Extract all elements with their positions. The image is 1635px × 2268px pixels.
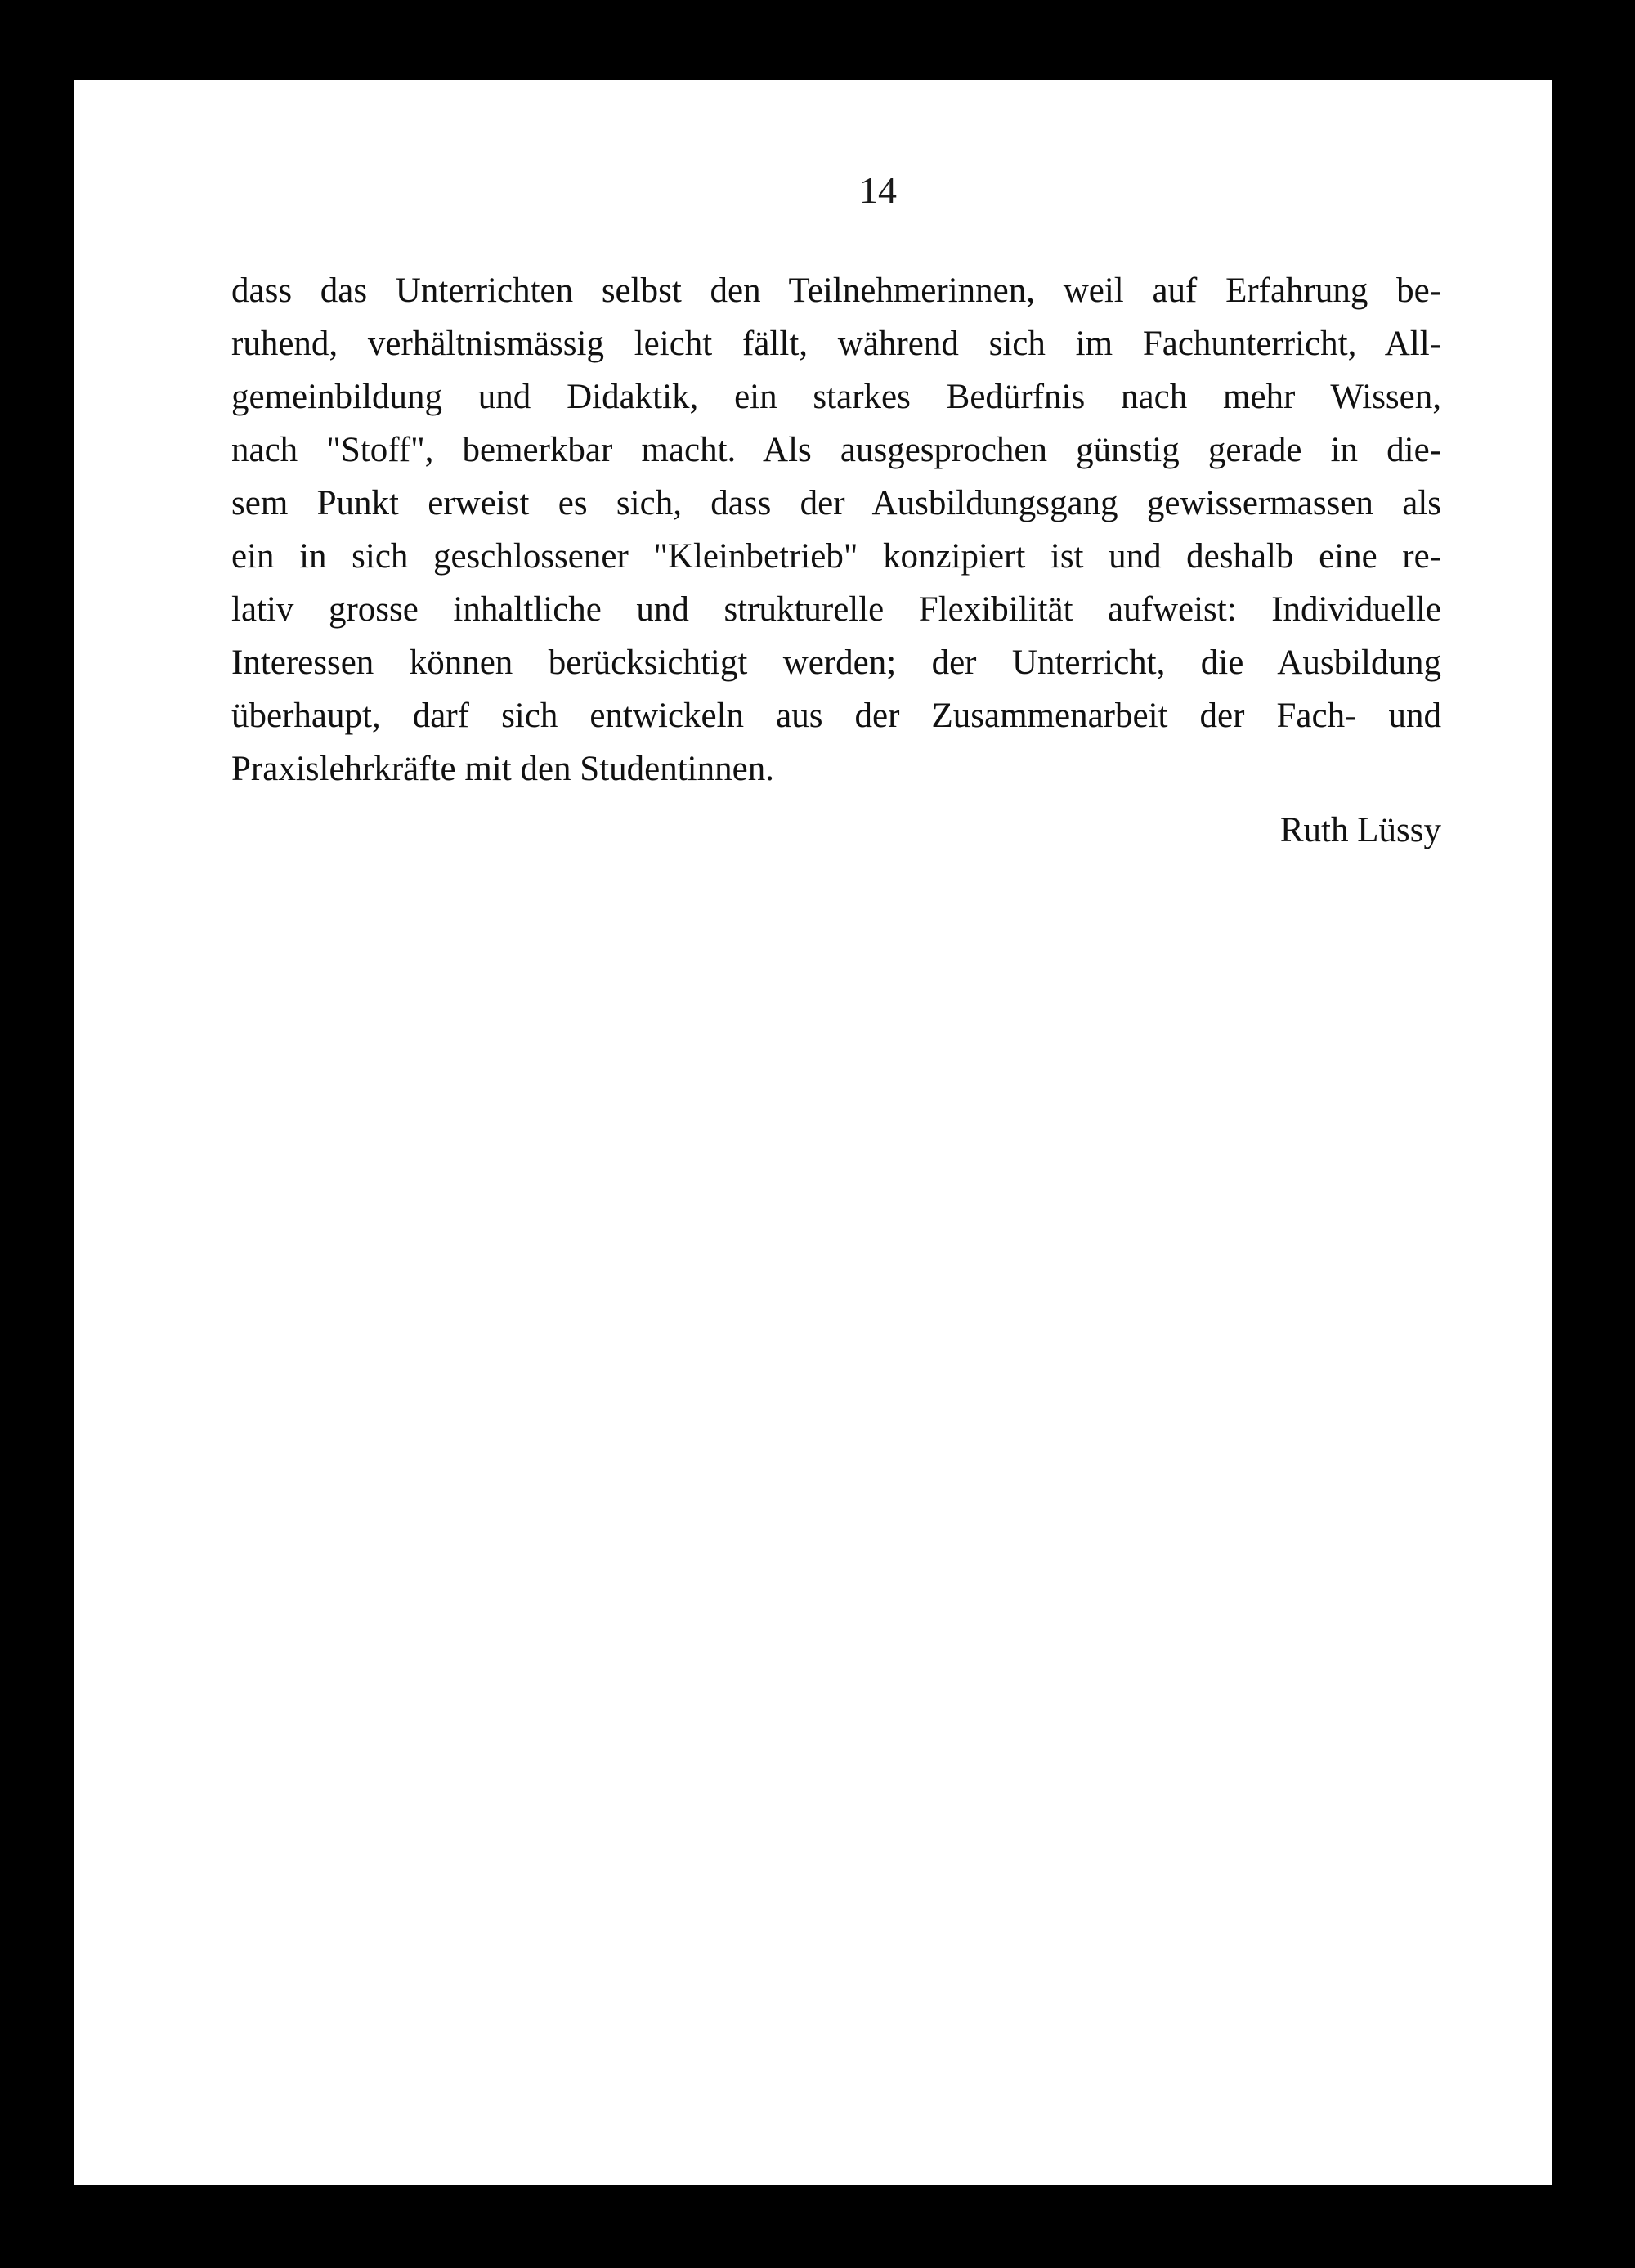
page-number: 14 xyxy=(859,169,897,211)
body-paragraph xyxy=(231,264,1441,796)
text-line: Interessen können berücksichtigt werden; der Unterricht, die Ausbildung xyxy=(231,643,1441,682)
text-line: dass das Unterrichten selbst den Teilnehmerinnen, weil auf Erfahrung be- xyxy=(231,271,1441,310)
text-line: nach "Stoff", bemerkbar macht. Als ausgesprochen günstig gerade in die- xyxy=(231,431,1441,469)
text-line: überhaupt, darf sich entwickeln aus der Zusammenarbeit der Fach- und xyxy=(231,697,1441,735)
text-line: Praxislehrkräfte mit den Studentinnen. xyxy=(231,750,774,788)
text-line: ruhend, verhältnismässig leicht fällt, während sich im Fachunterricht, All- xyxy=(231,325,1441,363)
author-signature: Ruth Lüssy xyxy=(1279,811,1441,849)
text-line: ein in sich geschlossener "Kleinbetrieb" konzipiert ist und deshalb eine re- xyxy=(231,537,1441,576)
document-page xyxy=(74,80,1552,2185)
text-line: gemeinbildung und Didaktik, ein starkes Bedürfnis nach mehr Wissen, xyxy=(231,378,1441,416)
text-line: lativ grosse inhaltliche und strukturelle Flexibilität aufweist: Individuelle xyxy=(231,590,1441,629)
text-line: sem Punkt erweist es sich, dass der Ausbildungsgang gewissermassen als xyxy=(231,484,1441,522)
